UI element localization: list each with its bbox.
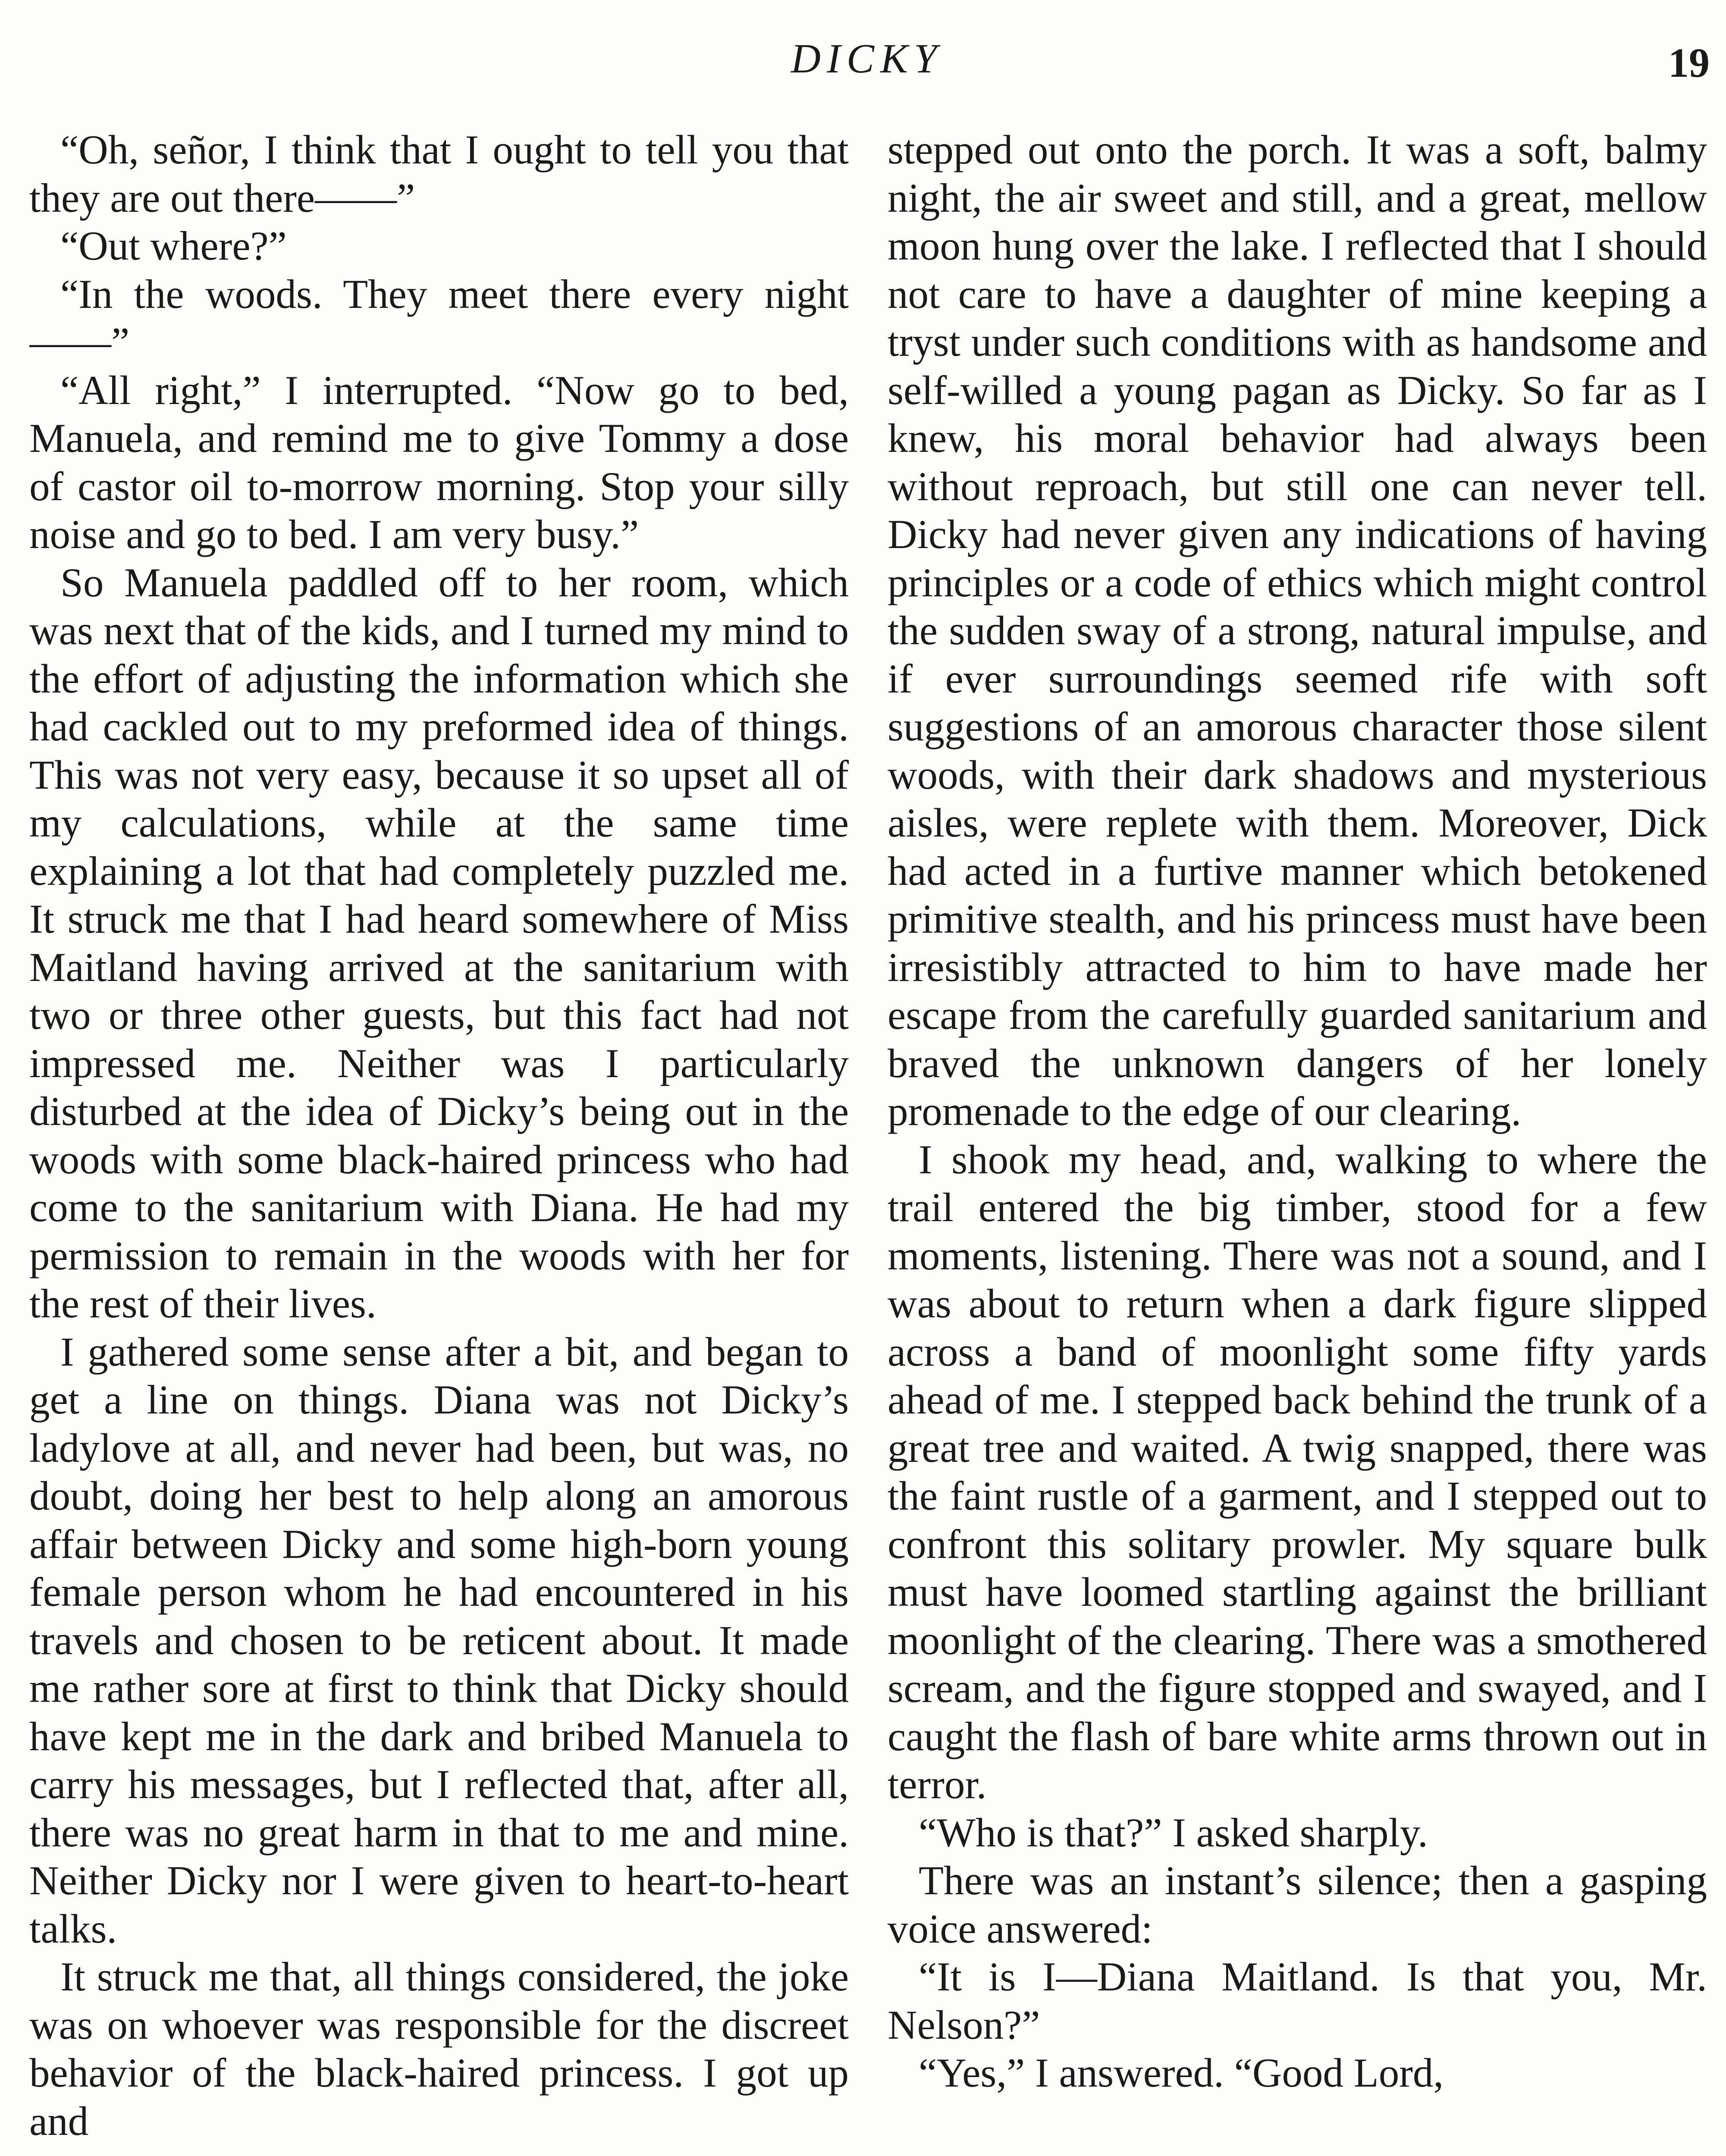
paragraph: It struck me that, all things considered, the joke was on whoever was responsible for the discreet behavior of the black-haired princess. I got up and [29, 1954, 849, 2144]
left-column [29, 126, 849, 2156]
paragraph: “Oh, señor, I think that I ought to tell you that they are out there——” [29, 127, 849, 221]
page-number: 19 [1668, 40, 1710, 86]
paragraph: “Out where?” [60, 223, 287, 269]
paragraph-continued: stepped out onto the porch. It was a soft, balmy night, the air sweet and still, and a great, mellow moon hung over the lake. I reflected that I should not care to have a daughter of mine keeping a tryst under such conditions with as handsome and self-willed a young pagan as Dicky. So far as I knew, his moral behavior had always been without reproach, but still one can never tell. Dicky had never given any indications of having principles or a code of ethics which might control the sudden sway of a strong, natural impulse, and if ever surroundings seemed rife with soft suggestions of an amorous character those silent woods, with their dark shadows and mysterious aisles, were replete with them. Moreover, Dick had acted in a furtive manner which betokened primitive stealth, and his princess must have been irresistibly attracted to him to have made her escape from the carefully guarded sanitarium and braved the unknown dangers of her lonely promenade to the edge of our clearing. [888, 127, 1707, 1134]
paragraph: I gathered some sense after a bit, and began to get a line on things. Diana was not Dicky’s ladylove at all, and never had been, but was, no doubt, doing her best to help along an amorous affair between Dicky and some high-born young female person whom he had encountered in his travels and chosen to be reticent about. It made me rather sore at first to think that Dicky should have kept me in the dark and bribed Manuela to carry his messages, but I reflected that, after all, there was no great harm in that to me and mine. Neither Dicky nor I were given to heart-to-heart talks. [29, 1329, 849, 1952]
paragraph: So Manuela paddled off to her room, which was next that of the kids, and I turned my mind to the effort of adjusting the information which she had cackled out to my preformed idea of things. This was not very easy, because it so upset all of my calculations, while at the same time explaining a lot that had completely puzzled me. It struck me that I had heard somewhere of Miss Maitland having arrived at the sanitarium with two or three other guests, but this fact had not impressed me. Neither was I particularly disturbed at the idea of Dicky’s being out in the woods with some black-haired princess who had come to the sanitarium with Diana. He had my permission to remain in the woods with her for the rest of their lives. [29, 559, 849, 1326]
running-title: DICKY [791, 35, 943, 81]
right-column [888, 126, 1707, 2156]
paragraph: “Yes,” I answered. “Good Lord, [919, 2050, 1444, 2096]
paragraph: “It is I—Diana Maitland. Is that you, Mr. Nelson?” [888, 1954, 1707, 2048]
paragraph: “Who is that?” I asked sharply. [919, 1809, 1428, 1855]
paragraph: “All right,” I interrupted. “Now go to bed, Manuela, and remind me to give Tommy a dose of castor oil to-morrow morning. Stop your silly noise and go to bed. I am very busy.” [29, 367, 849, 557]
paragraph: There was an instant’s silence; then a gasping voice answered: [888, 1858, 1707, 1952]
paragraph: I shook my head, and, walking to where the trail entered the big timber, stood for a few moments, listening. There was not a sound, and I was about to return when a dark figure slipped across a band of moonlight some fifty yards ahead of me. I stepped back behind the trunk of a great tree and waited. A twig snapped, there was the faint rustle of a garment, and I stepped out to confront this solitary prowler. My square bulk must have loomed startling against the brilliant moonlight of the clearing. There was a smothered scream, and the figure stopped and swayed, and I caught the flash of bare white arms thrown out in terror. [888, 1136, 1707, 1807]
paragraph: “In the woods. They meet there every night——” [29, 271, 849, 365]
running-head [0, 30, 1726, 95]
